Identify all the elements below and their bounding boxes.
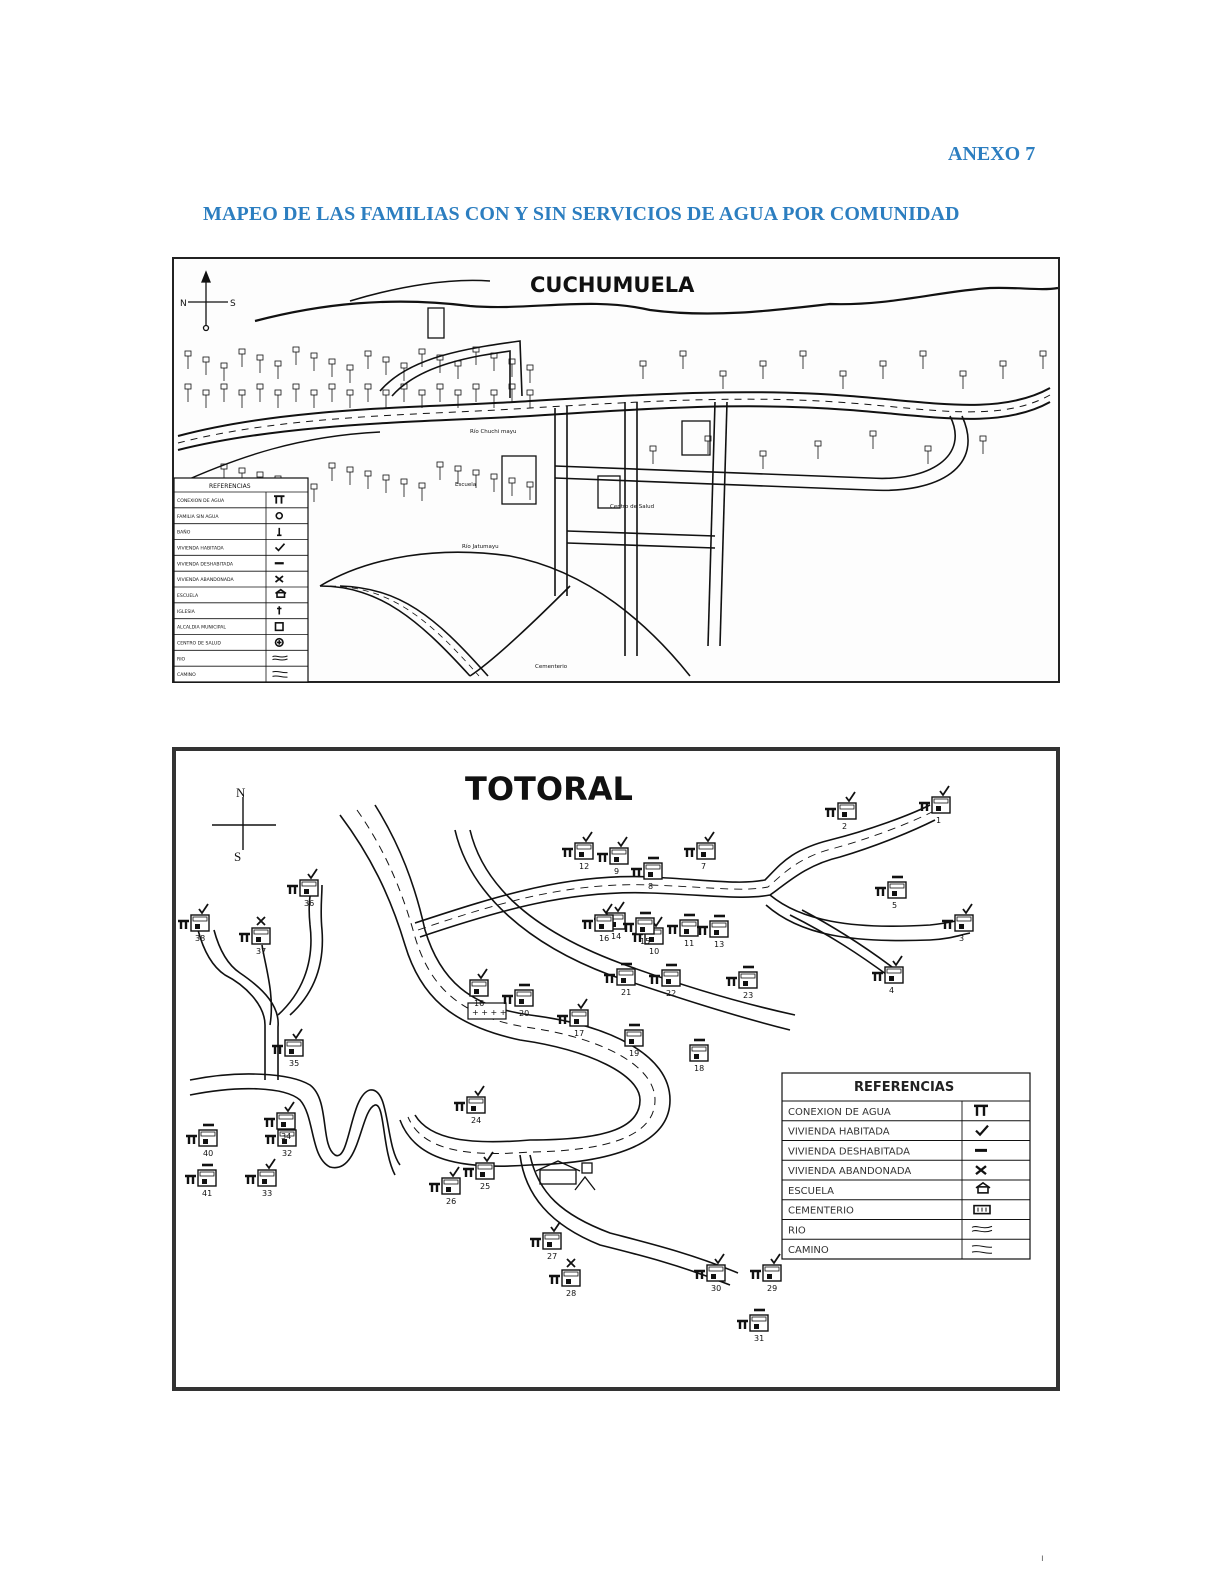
house-number: 31 <box>754 1334 765 1343</box>
house-number: 17 <box>574 1029 585 1038</box>
place-label-escuela: Escuela <box>455 482 477 488</box>
house-number: 5 <box>892 901 898 910</box>
house-number: 22 <box>666 989 677 998</box>
legend-item-label: ESCUELA <box>177 593 199 599</box>
map-totoral <box>170 745 1062 1393</box>
house-number: 27 <box>547 1252 558 1261</box>
legend-item-label: VIVIENDA DESHABITADA <box>177 562 234 568</box>
house-number: 16 <box>599 934 610 943</box>
house-number: 9 <box>614 867 620 876</box>
house-number: 30 <box>711 1284 722 1293</box>
legend-totoral <box>782 1073 1030 1259</box>
house-number: 3 <box>959 934 965 943</box>
legend-item-label: VIVIENDA HABITADA <box>788 1126 890 1138</box>
river-label-chuchi: Río Chuchi mayu <box>470 429 517 435</box>
legend-title: REFERENCIAS <box>209 483 251 490</box>
house-number: 37 <box>256 947 267 956</box>
page-marker: ı <box>1041 1553 1044 1564</box>
house-number: 25 <box>480 1182 491 1191</box>
legend-item-label: VIVIENDA DESHABITADA <box>788 1146 910 1158</box>
compass-south-label: S <box>230 299 236 309</box>
house-number: 2 <box>842 822 848 831</box>
house-number: 21 <box>621 988 632 997</box>
legend-item-label: VIVIENDA HABITADA <box>177 546 224 552</box>
house-number: 8 <box>648 882 654 891</box>
house-number: 14 <box>611 932 622 941</box>
house-number: 40 <box>203 1149 214 1158</box>
house-number: 12 <box>579 862 590 871</box>
house-number: 4 <box>889 986 895 995</box>
map-title-cuchumuela: CUCHUMUELA <box>530 273 695 297</box>
house-number: 24 <box>471 1116 482 1125</box>
house-number: 38 <box>195 934 206 943</box>
svg-text:+ + + +: + + + + <box>472 1008 507 1017</box>
legend-item-label: CENTRO DE SALUD <box>177 641 221 647</box>
legend-item-label: BAÑO <box>177 530 191 536</box>
house-number: 34 <box>281 1132 292 1141</box>
house-number: 11 <box>684 939 695 948</box>
place-label-cementerio: Cementerio <box>535 664 568 670</box>
house-number: 23 <box>743 991 754 1000</box>
house-number: 41 <box>202 1189 213 1198</box>
annex-label: ANEXO 7 <box>948 143 1036 165</box>
legend-item-label: ALCALDIA MUNICIPAL <box>177 625 226 631</box>
map-title-totoral: TOTORAL <box>465 770 633 808</box>
legend-item-label: CONEXION DE AGUA <box>788 1106 891 1118</box>
legend-item-label: VIVIENDA ABANDONADA <box>177 578 234 584</box>
house-number: 29 <box>767 1284 778 1293</box>
house-number: 1 <box>936 816 942 825</box>
house-number: 33 <box>262 1189 273 1198</box>
legend-item-label: RIO <box>788 1225 806 1237</box>
house-number: 10 <box>649 947 660 956</box>
map-cuchumuela <box>170 256 1062 692</box>
legend-title: REFERENCIAS <box>854 1080 955 1095</box>
house-number: 16 <box>474 999 485 1008</box>
legend-item-label: CAMINO <box>177 673 196 679</box>
house-number: 36 <box>304 899 315 908</box>
compass-north-label: N <box>236 785 246 800</box>
legend-item-label: ESCUELA <box>788 1185 834 1197</box>
house-number: 7 <box>701 862 707 871</box>
place-label-centro-salud: Centro de Salud <box>610 504 655 510</box>
house-number: 20 <box>519 1009 530 1018</box>
house-number: 32 <box>282 1149 293 1158</box>
legend-item-label: CAMINO <box>788 1245 829 1257</box>
document-title: MAPEO DE LAS FAMILIAS CON Y SIN SERVICIOS DE AGUA POR COMUNIDAD <box>203 203 960 225</box>
compass-north-label: N <box>180 299 187 309</box>
map-totoral-svg <box>170 745 1062 1393</box>
house-number: 26 <box>446 1197 457 1206</box>
house-number: 13 <box>714 940 725 949</box>
house-number: 35 <box>289 1059 300 1068</box>
house-number: 19 <box>629 1049 640 1058</box>
legend-item-label: CEMENTERIO <box>788 1205 854 1217</box>
compass-south-label: S <box>234 849 242 864</box>
legend-item-label: VIVIENDA ABANDONADA <box>788 1166 912 1178</box>
house-number: 18 <box>694 1064 705 1073</box>
river-label-jatumayu: Río Jatumayu <box>462 544 499 550</box>
legend-cuchumuela <box>174 478 308 682</box>
house-number: 15 <box>640 937 651 946</box>
legend-item-label: IGLESIA <box>177 609 195 615</box>
legend-item-label: CONEXION DE AGUA <box>177 498 225 504</box>
legend-item-label: RIO <box>177 657 186 663</box>
house-number: 28 <box>566 1289 577 1298</box>
legend-item-label: FAMILIA SIN AGUA <box>177 514 219 520</box>
map-cuchumuela-svg <box>170 256 1062 692</box>
